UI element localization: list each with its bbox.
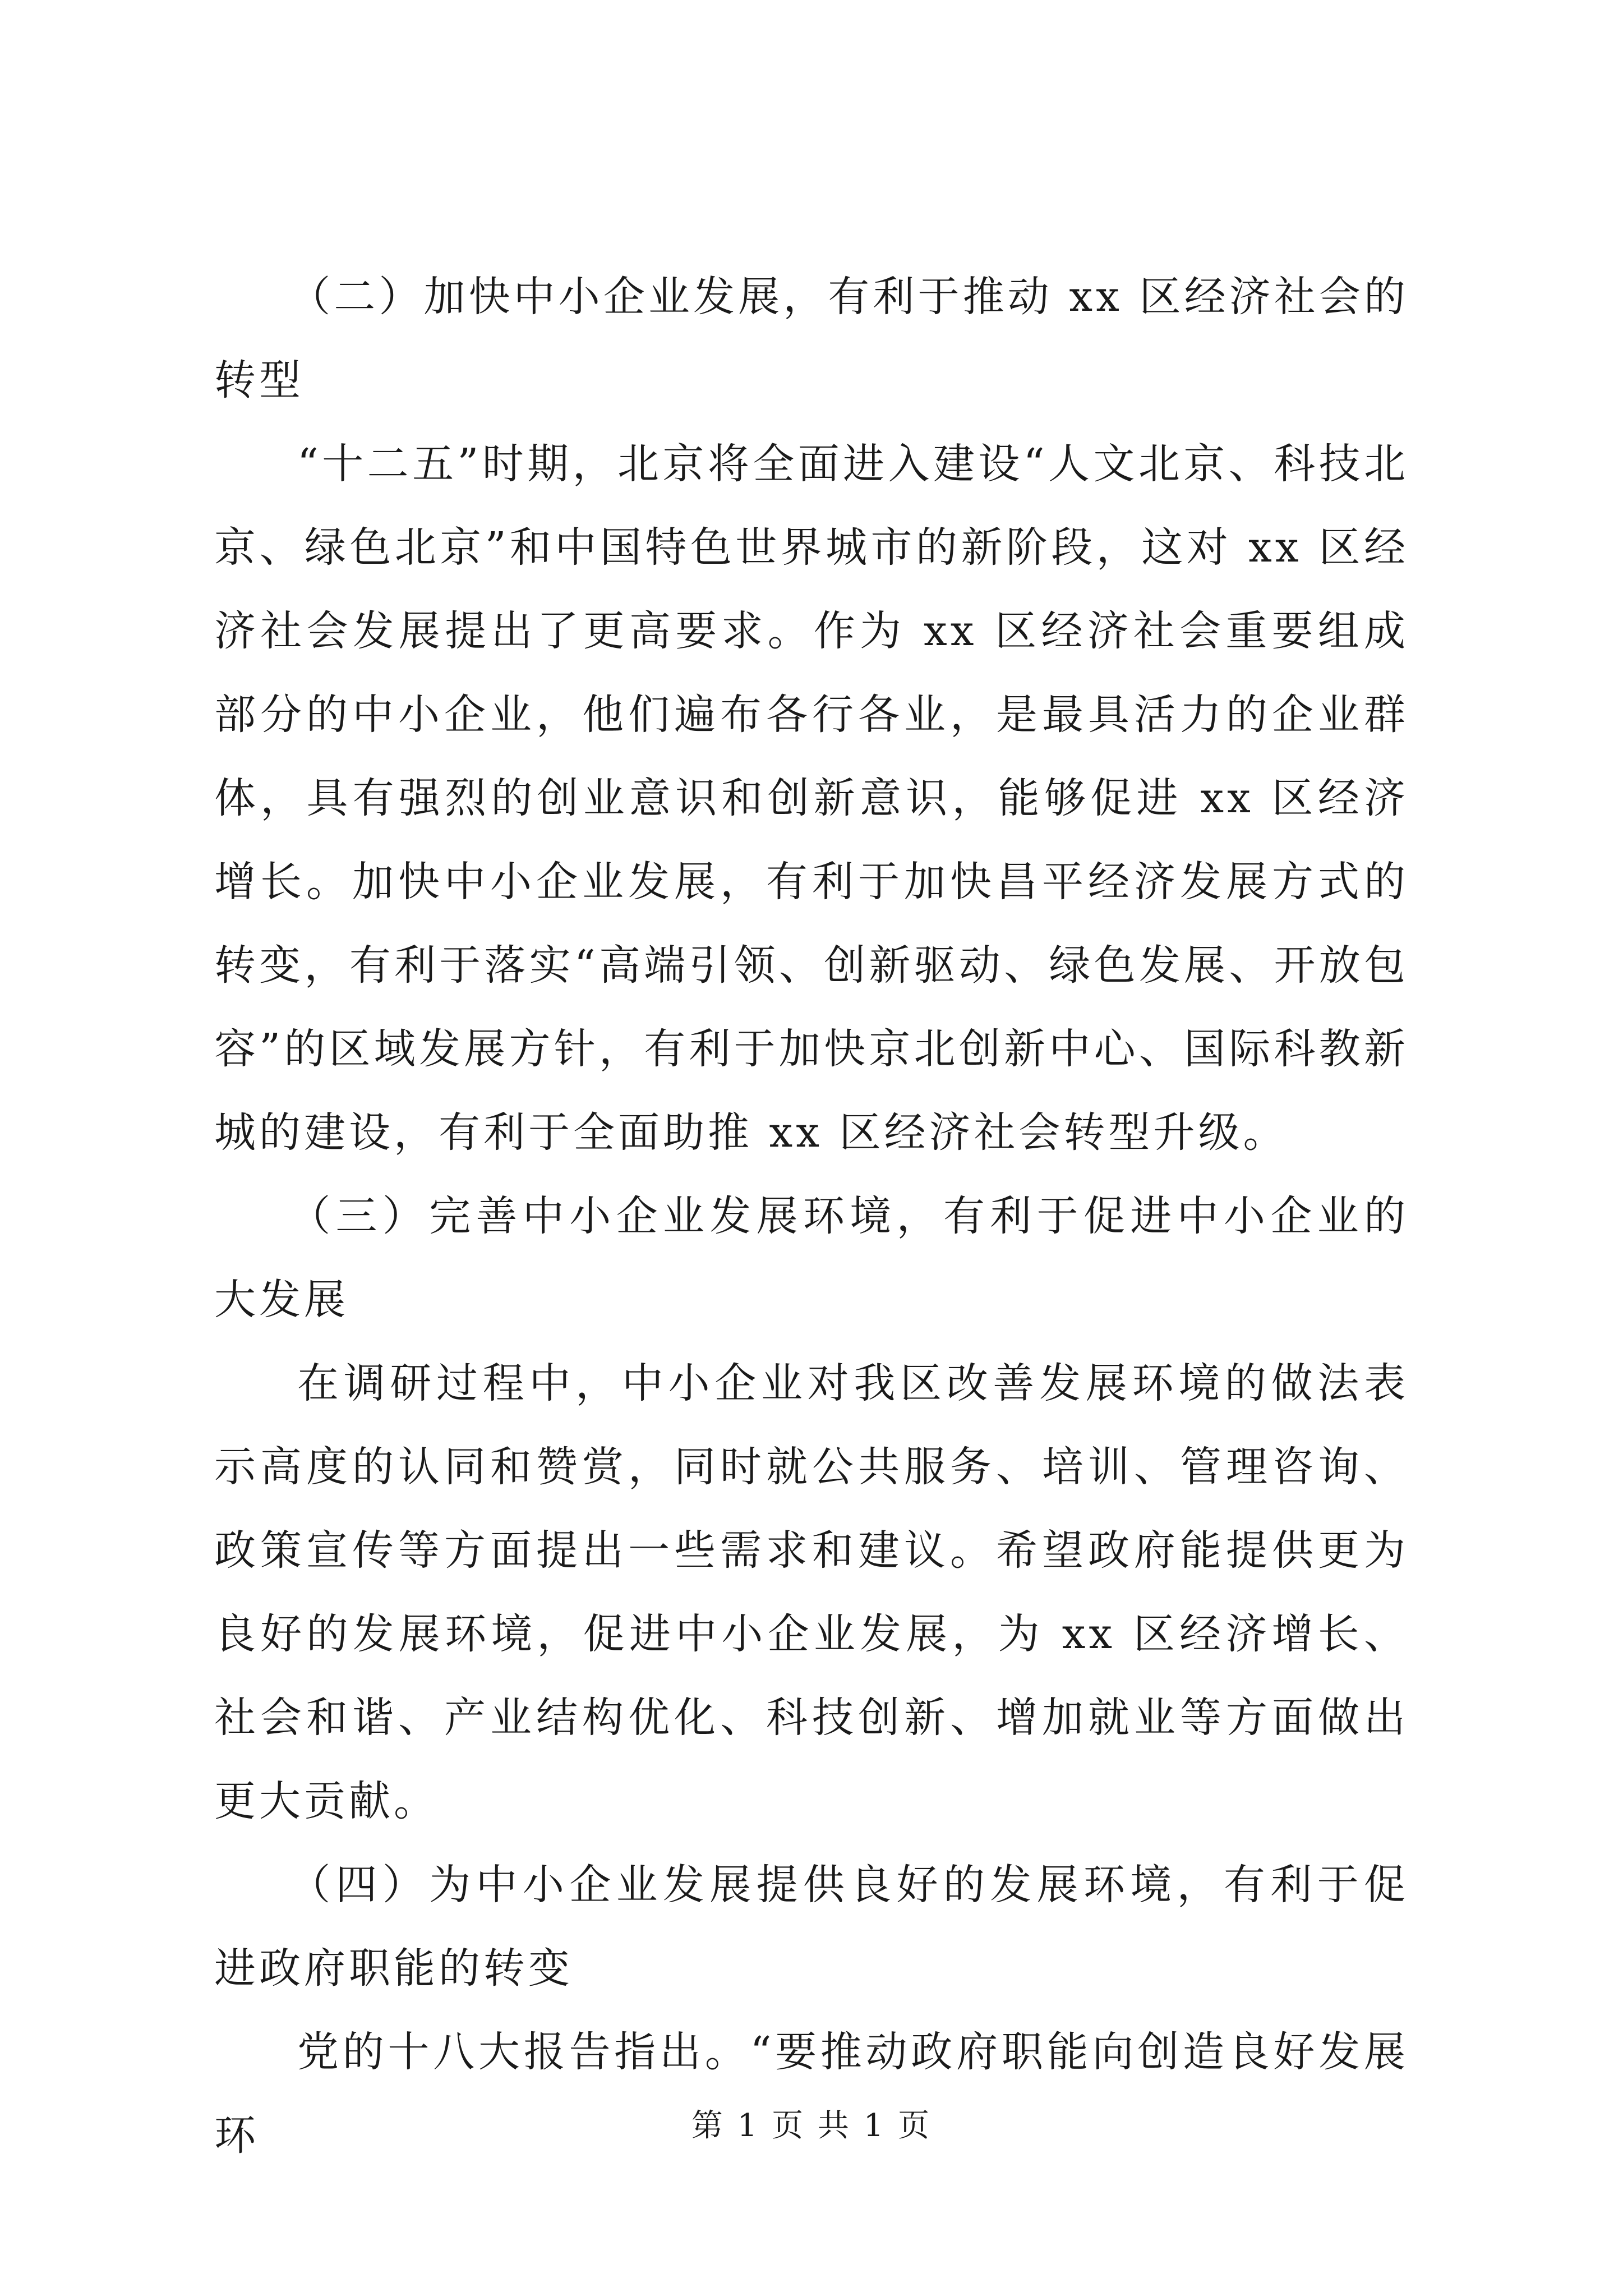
body-paragraph-3: 党的十八大报告指出。“要推动政府职能向创造良好发展环 <box>214 2028 1409 2160</box>
section-heading-3: （三）完善中小企业发展环境，有利于促进中小企业的大发展 <box>214 1192 1409 1324</box>
body-paragraph-1: “十二五”时期，北京将全面进入建设“人文北京、科技北京、绿色北京”和中国特色世界城市的新阶段，这对 xx 区经济社会发展提出了更高要求。作为 xx 区经济社会重要组成部分的中小企业，他们遍布各行各业，是最具活力的企业群体，具有强烈的创业意识和创新意识，能够促进 xx 区经济增长。加快中小企业发展，有利于加快昌平经济发展方式的转变，有利于落实“高端引领、创新驱动、绿色发展、开放包容”的区域发展方针，有利于加快京北创新中心、国际科教新城的建设，有利于全面助推 xx 区经济社会转型升级。 <box>214 440 1409 1157</box>
page-number-footer: 第 1 页 共 1 页 <box>691 2108 932 2144</box>
body-paragraph-2: 在调研过程中，中小企业对我区改善发展环境的做法表示高度的认同和赞赏，同时就公共服务、培训、管理咨询、政策宣传等方面提出一些需求和建议。希望政府能提供更为良好的发展环境，促进中小企业发展，为 xx 区经济增长、社会和谐、产业结构优化、科技创新、增加就业等方面做出更大贡献。 <box>214 1359 1409 1825</box>
document-body <box>214 255 1409 2178</box>
section-heading-4: （四）为中小企业发展提供良好的发展环境，有利于促进政府职能的转变 <box>214 1861 1409 1993</box>
section-heading-2: （二）加快中小企业发展，有利于推动 xx 区经济社会的转型 <box>214 273 1409 404</box>
